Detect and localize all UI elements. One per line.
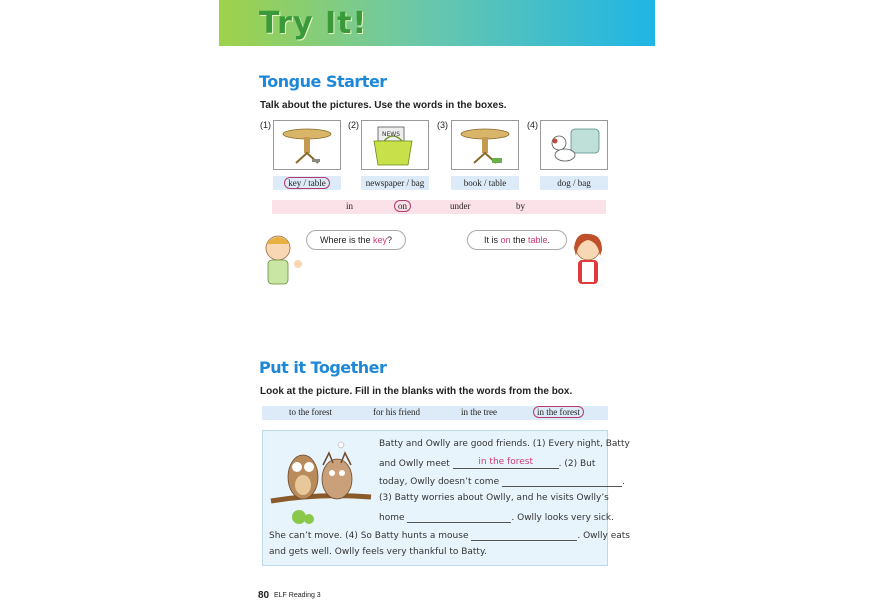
tongue-starter-heading: Tongue Starter [259, 72, 387, 91]
preposition-strip [272, 200, 606, 214]
story-line-5 [379, 511, 614, 523]
word-bank-for-his-friend: for his friend [373, 407, 420, 417]
dog-icon [541, 121, 607, 169]
bag-icon [362, 121, 428, 169]
speech-bubble-girl [467, 230, 567, 250]
story-line-2 [379, 457, 595, 469]
picture-number-3: (3) [437, 120, 448, 130]
bubble-boy-end: ? [387, 235, 393, 245]
word-box-2: newspaper / bag [361, 176, 429, 190]
bubble-boy-highlight: key [373, 235, 388, 245]
word-box-4: dog / bag [540, 176, 608, 190]
put-together-instruction: Look at the picture. Fill in the blanks with the words from the box. [260, 386, 573, 397]
picture-newspaper-bag [361, 120, 429, 170]
tongue-starter-instruction: Talk about the pictures. Use the words in the boxes. [260, 100, 507, 111]
book-title: ELF Reading 3 [274, 592, 321, 599]
bubble-girl-text: It is [483, 235, 501, 245]
preposition-in: in [346, 201, 354, 211]
story-line-3-end: . [621, 477, 625, 487]
bubble-girl-end: . [547, 235, 551, 245]
blank-4[interactable] [471, 529, 577, 541]
page-title: Try It! [259, 6, 368, 41]
speech-bubble-boy [306, 230, 406, 250]
table-icon [452, 121, 518, 169]
put-together-heading: Put it Together [259, 358, 387, 377]
picture-number-2: (2) [348, 120, 359, 130]
owl-and-bat-icon [269, 437, 373, 525]
word-bank-in-the-forest: in the forest [533, 406, 584, 418]
story-line-6 [269, 529, 630, 541]
news-label: NEWS [382, 131, 401, 138]
picture-key-table [273, 120, 341, 170]
table-icon [274, 121, 340, 169]
blank-2[interactable] [502, 475, 622, 487]
story-line-6-end: . Owlly eats [577, 531, 630, 541]
key-icon [312, 159, 320, 162]
preposition-by: by [516, 201, 525, 211]
word-bank-in-the-tree: in the tree [461, 407, 497, 417]
word-box-1 [273, 176, 341, 190]
story-line-1: Batty and Owlly are good friends. (1) Every night, Batty [379, 439, 630, 449]
word-bank-to-the-forest: to the forest [289, 407, 332, 417]
story-line-5-end: . Owlly looks very sick. [511, 513, 614, 523]
preposition-under: under [450, 201, 471, 211]
story-line-6-start: She can’t move. (4) So Batty hunts a mouse [269, 531, 469, 541]
story-line-3 [379, 475, 625, 487]
story-line-2-end: . (2) But [558, 459, 596, 469]
title-banner [219, 0, 655, 46]
story-line-4: (3) Batty worries about Owlly, and he visits Owlly’s [379, 493, 609, 503]
bubble-boy-text: Where is the [319, 235, 373, 245]
girl-character-icon [562, 232, 608, 288]
page-number: 80 [258, 590, 270, 601]
story-line-7: and gets well. Owlly feels very thankful to Batty. [269, 547, 487, 557]
word-box-3: book / table [451, 176, 519, 190]
blank-3[interactable] [407, 511, 511, 523]
bubble-girl-mid: the [510, 235, 528, 245]
story-box [262, 430, 630, 566]
story-line-5-start: home [379, 513, 405, 523]
picture-dog-bag [540, 120, 608, 170]
book-icon [492, 158, 502, 163]
boy-character-icon [258, 232, 306, 288]
preposition-on: on [394, 200, 411, 212]
story-line-2-start: and Owlly meet [379, 459, 450, 469]
blank-1-answer[interactable]: in the forest [453, 457, 559, 469]
picture-book-table [451, 120, 519, 170]
story-line-3-start: today, Owlly doesn’t come [379, 477, 500, 487]
bubble-girl-highlight-1: on [500, 235, 511, 245]
word-key-table: key / table [284, 177, 330, 189]
picture-number-1: (1) [260, 120, 271, 130]
picture-number-4: (4) [527, 120, 538, 130]
bubble-girl-highlight-2: table [528, 235, 548, 245]
